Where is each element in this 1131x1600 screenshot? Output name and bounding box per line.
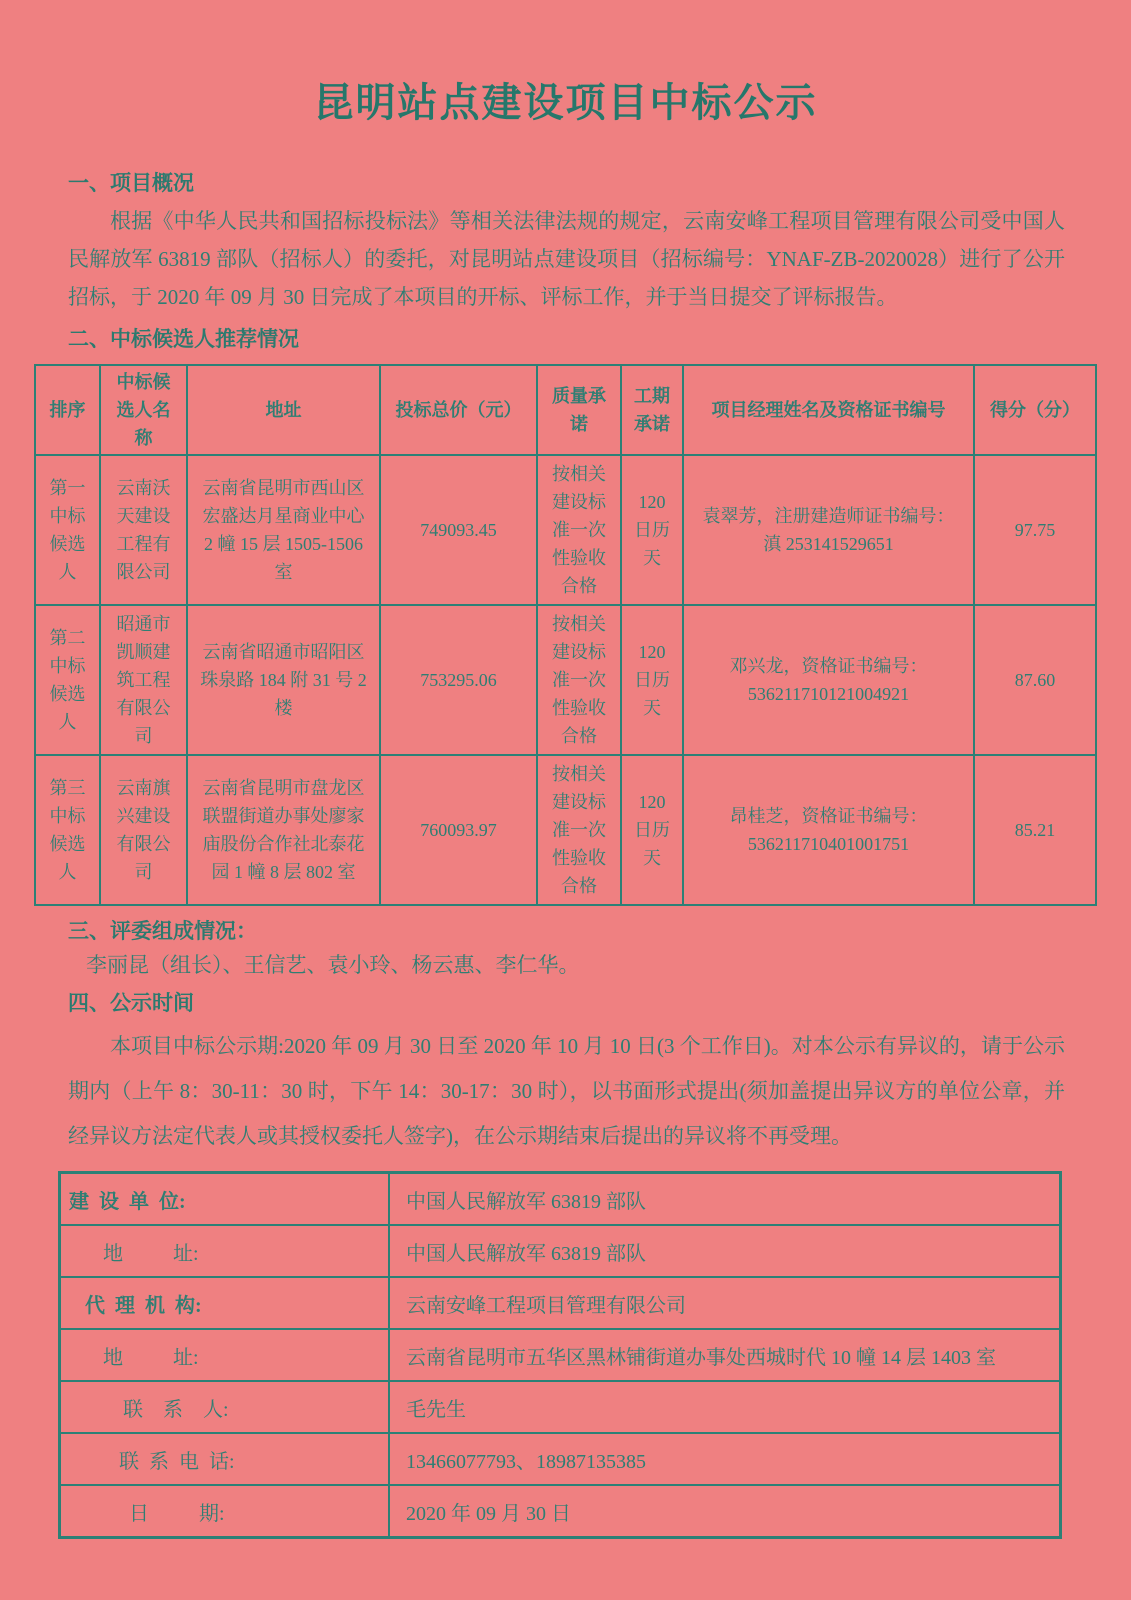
duration-cell: 120 日历天: [621, 755, 683, 905]
info-label: 地 址:: [60, 1225, 390, 1277]
info-label: 联 系 人:: [60, 1381, 390, 1433]
col-header-rank: 排序: [35, 365, 100, 455]
quality-cell: 按相关建设标准一次性验收合格: [537, 755, 621, 905]
info-row-contact-phone: [60, 1433, 1061, 1485]
info-row-unit-address: [60, 1225, 1061, 1277]
section-1-heading: 一、项目概况: [68, 171, 194, 195]
info-row-date: [60, 1485, 1061, 1538]
candidate-row-3: [35, 755, 1096, 905]
manager-cell: 袁翠芳，注册建造师证书编号：滇 253141529651: [683, 455, 974, 605]
section-2-heading: 二、中标候选人推荐情况: [68, 327, 299, 351]
col-header-manager: 项目经理姓名及资格证书编号: [683, 365, 974, 455]
duration-cell: 120 日历天: [621, 605, 683, 755]
section-4-heading: 四、公示时间: [68, 991, 194, 1015]
info-row-contact-person: [60, 1381, 1061, 1433]
info-row-agency: [60, 1277, 1061, 1329]
name-cell: 云南沃天建设工程有限公司: [100, 455, 187, 605]
col-header-quality: 质量承诺: [537, 365, 621, 455]
info-value: 中国人民解放军 63819 部队: [389, 1225, 1061, 1277]
col-header-duration: 工期承诺: [621, 365, 683, 455]
info-value: 云南安峰工程项目管理有限公司: [389, 1277, 1061, 1329]
name-cell: 云南旗兴建设有限公司: [100, 755, 187, 905]
section-3-heading: 三、评委组成情况：: [68, 919, 257, 943]
info-value: 云南省昆明市五华区黑林铺街道办事处西城时代 10 幢 14 层 1403 室: [389, 1329, 1061, 1381]
col-header-price: 投标总价（元）: [380, 365, 537, 455]
info-table: [58, 1171, 1062, 1539]
address-cell: 云南省昭通市昭阳区珠泉路 184 附 31 号 2 楼: [187, 605, 380, 755]
col-header-score: 得分（分）: [974, 365, 1096, 455]
jury-members: 李丽昆（组长）、王信艺、袁小玲、杨云惠、李仁华。: [86, 953, 580, 977]
info-value: 毛先生: [389, 1381, 1061, 1433]
info-row-construction-unit: [60, 1173, 1061, 1226]
price-cell: 760093.97: [380, 755, 537, 905]
info-row-agency-address: [60, 1329, 1061, 1381]
section-4-body: 本项目中标公示期:2020 年 09 月 30 日至 2020 年 10 月 10 日(3 个工作日)。对本公示有异议的，请于公示期内（上午 8：30-11：30 时，下午 14：30-17：30 时），以书面形式提出(须加盖提出异议方的单位公章，并经异议方法定代表人或其授权委托人签字)，在公示期结束后提出的异议将不再受理。: [68, 1034, 1065, 1148]
score-cell: 85.21: [974, 755, 1096, 905]
info-label: 建 设 单 位:: [60, 1173, 390, 1226]
manager-cell: 邓兴龙，资格证书编号：536211710121004921: [683, 605, 974, 755]
section-1-body: 根据《中华人民共和国招标投标法》等相关法律法规的规定，云南安峰工程项目管理有限公司受中国人民解放军 63819 部队（招标人）的委托，对昆明站点建设项目（招标编号：YNAF-ZB-2020028）进行了公开招标，于 2020 年 09 月 30 日完成了本项目的开标、评标工作，并于当日提交了评标报告。: [68, 209, 1065, 309]
candidate-row-2: [35, 605, 1096, 755]
price-cell: 749093.45: [380, 455, 537, 605]
col-header-address: 地址: [187, 365, 380, 455]
quality-cell: 按相关建设标准一次性验收合格: [537, 605, 621, 755]
col-header-name: 中标候选人名称: [100, 365, 187, 455]
candidate-row-1: [35, 455, 1096, 605]
candidates-table: [34, 364, 1097, 906]
info-value: 中国人民解放军 63819 部队: [389, 1173, 1061, 1226]
info-label: 代 理 机 构:: [60, 1277, 390, 1329]
info-label: 地 址:: [60, 1329, 390, 1381]
manager-cell: 昂桂芝，资格证书编号：536211710401001751: [683, 755, 974, 905]
price-cell: 753295.06: [380, 605, 537, 755]
duration-cell: 120 日历天: [621, 455, 683, 605]
rank-cell: 第二中标候选人: [35, 605, 100, 755]
info-label: 日 期:: [60, 1485, 390, 1538]
name-cell: 昭通市凯顺建筑工程有限公司: [100, 605, 187, 755]
info-value: 13466077793、18987135385: [389, 1433, 1061, 1485]
info-value: 2020 年 09 月 30 日: [389, 1485, 1061, 1538]
page-title: 昆明站点建设项目中标公示: [313, 80, 818, 125]
score-cell: 97.75: [974, 455, 1096, 605]
rank-cell: 第三中标候选人: [35, 755, 100, 905]
candidates-header-row: [35, 365, 1096, 455]
info-label: 联 系 电 话:: [60, 1433, 390, 1485]
address-cell: 云南省昆明市盘龙区联盟街道办事处廖家庙股份合作社北泰花园 1 幢 8 层 802 室: [187, 755, 380, 905]
score-cell: 87.60: [974, 605, 1096, 755]
address-cell: 云南省昆明市西山区宏盛达月星商业中心 2 幢 15 层 1505-1506 室: [187, 455, 380, 605]
rank-cell: 第一中标候选人: [35, 455, 100, 605]
quality-cell: 按相关建设标准一次性验收合格: [537, 455, 621, 605]
